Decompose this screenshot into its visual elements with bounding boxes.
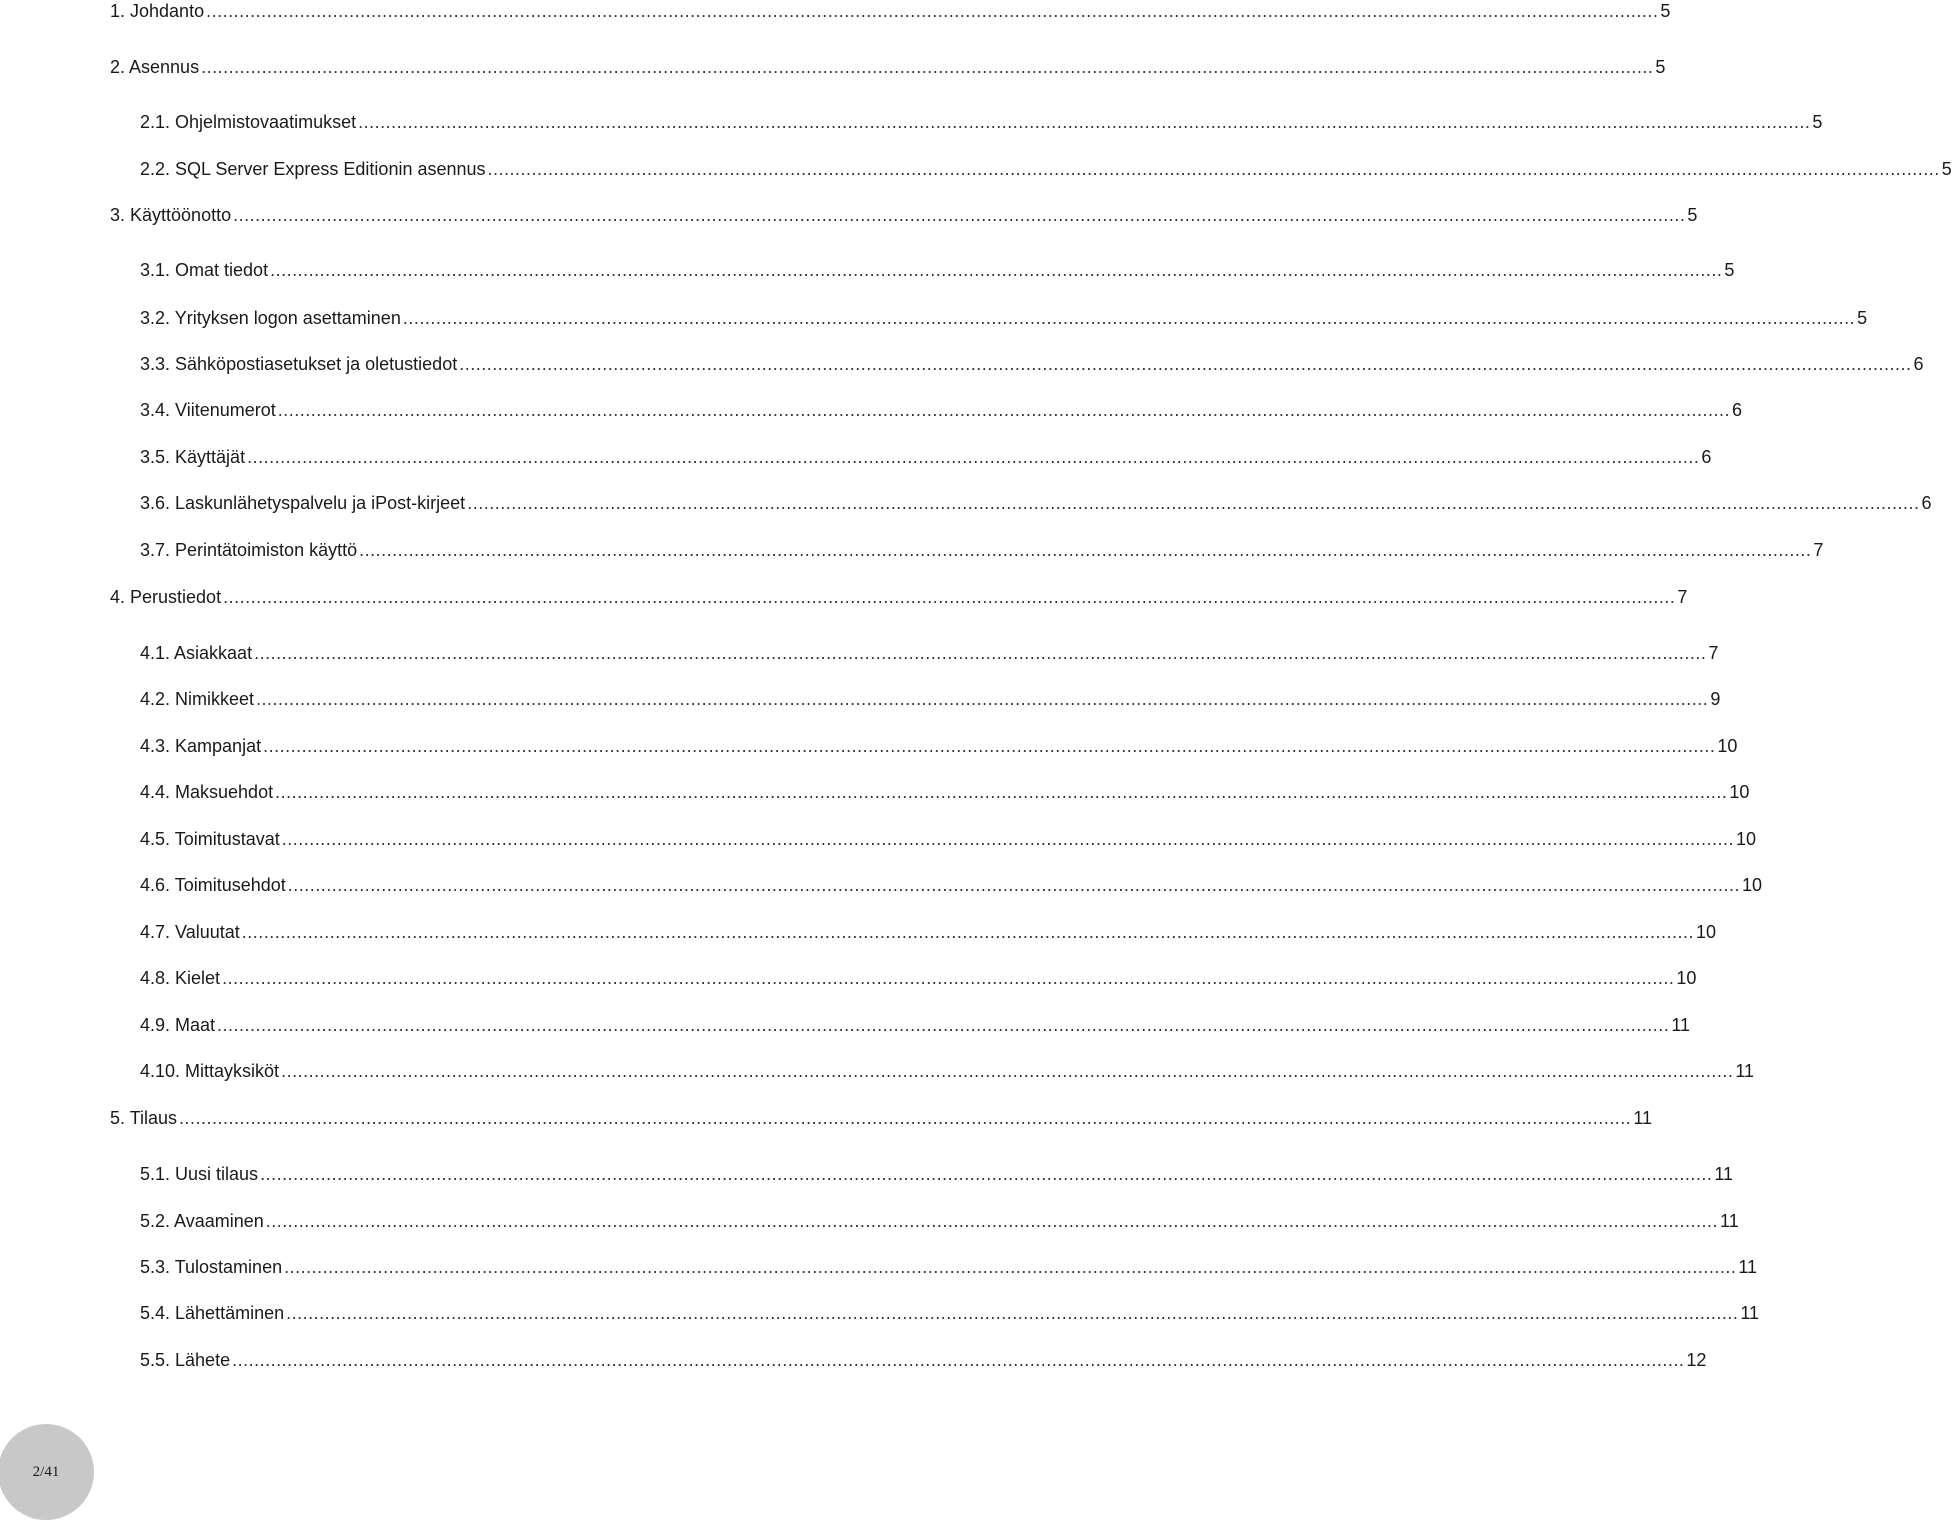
toc-entry[interactable] [140,1302,1760,1324]
toc-entry[interactable] [140,1060,1755,1082]
toc-leader-dots [263,735,1715,757]
toc-leader-dots [217,1014,1669,1036]
toc-entry-page: 10 [1729,782,1750,802]
toc-entry-label: 3.3. Sähköpostiasetukset ja oletustiedot [140,354,458,374]
toc-entry-label: 4.4. Maksuehdot [140,782,274,802]
page-indicator-text: 2/41 [32,1463,60,1480]
toc-entry[interactable] [140,111,1823,133]
toc-entry-page: 5 [1812,112,1823,132]
toc-entry-page: 5 [1941,159,1952,179]
toc-entry[interactable] [110,56,1666,78]
toc-entry[interactable] [140,492,1932,514]
toc-leader-dots [260,1163,1712,1185]
toc-entry-label: 3.4. Viitenumerot [140,400,276,420]
toc-leader-dots [403,307,1855,329]
toc-entry-label: 1. Johdanto [110,1,205,21]
toc-entry-label: 4.5. Toimitustavat [140,829,280,849]
toc-entry[interactable] [140,828,1757,850]
toc-entry-page: 6 [1701,447,1712,467]
toc-entry[interactable] [140,1163,1734,1185]
toc-entry-label: 5.2. Avaaminen [140,1211,264,1231]
toc-entry[interactable] [140,399,1743,421]
toc-entry-page: 11 [1714,1164,1734,1184]
toc-entry-page: 11 [1720,1211,1739,1231]
toc-entry-label: 4.3. Kampanjat [140,736,262,756]
toc-entry[interactable] [140,1256,1758,1278]
toc-entry-page: 10 [1742,875,1763,895]
toc-entry[interactable] [110,1107,1652,1129]
toc-entry-label: 4.9. Maat [140,1015,216,1035]
toc-entry-page: 10 [1676,968,1697,988]
toc-leader-dots [247,446,1699,468]
toc-leader-dots [270,259,1722,281]
toc-leader-dots [254,642,1706,664]
toc-entry-page: 7 [1813,540,1824,560]
toc-entry-label: 4.7. Valuutat [140,922,240,942]
toc-entry[interactable] [140,781,1750,803]
toc-entry-label: 3.7. Perintätoimiston käyttö [140,540,358,560]
toc-entry-page: 7 [1677,587,1688,607]
toc-leader-dots [284,1256,1736,1278]
toc-entry[interactable] [140,1349,1707,1371]
toc-leader-dots [242,921,1694,943]
toc-entry-page: 6 [1921,493,1932,513]
toc-entry-label: 5.5. Lähete [140,1350,231,1370]
toc-entry-page: 5 [1687,205,1698,225]
toc-leader-dots [206,0,1658,22]
toc-entry-page: 5 [1857,308,1868,328]
toc-entry[interactable] [140,259,1735,281]
toc-entry[interactable] [110,0,1671,22]
toc-entry-page: 7 [1708,643,1719,663]
toc-leader-dots [281,1060,1733,1082]
toc-entry[interactable] [140,446,1712,468]
toc-leader-dots [266,1210,1718,1232]
toc-entry[interactable] [140,1014,1690,1036]
toc-entry-label: 5.4. Lähettäminen [140,1303,285,1323]
toc-leader-dots [256,688,1708,710]
toc-leader-dots [222,967,1674,989]
toc-entry-label: 4.10. Mittayksiköt [140,1061,280,1081]
toc-entry[interactable] [140,967,1697,989]
toc-entry-label: 3.5. Käyttäjät [140,447,246,467]
toc-entry-page: 11 [1671,1015,1690,1035]
toc-entry-label: 2. Asennus [110,57,200,77]
toc-entry-page: 5 [1660,1,1671,21]
toc-leader-dots [179,1107,1631,1129]
toc-leader-dots [286,1302,1738,1324]
toc-entry[interactable] [140,921,1717,943]
toc-leader-dots [232,1349,1684,1371]
toc-entry[interactable] [140,353,1924,375]
toc-leader-dots [282,828,1734,850]
toc-entry-label: 2.2. SQL Server Express Editionin asennus [140,159,486,179]
toc-entry-page: 5 [1724,260,1735,280]
toc-entry-label: 5.1. Uusi tilaus [140,1164,259,1184]
toc-leader-dots [459,353,1911,375]
toc-entry-label: 4. Perustiedot [110,587,222,607]
toc-entry[interactable] [110,586,1688,608]
toc-entry[interactable] [140,642,1719,664]
toc-entry-label: 3.6. Laskunlähetyspalvelu ja iPost-kirjeet [140,493,466,513]
toc-entry-label: 3.1. Omat tiedot [140,260,269,280]
toc-entry-page: 11 [1740,1303,1760,1323]
toc-entry-page: 5 [1655,57,1666,77]
toc-entry-label: 3.2. Yrityksen logon asettaminen [140,308,401,328]
toc-leader-dots [359,539,1811,561]
toc-entry-page: 10 [1696,922,1717,942]
toc-entry-label: 5.3. Tulostaminen [140,1257,283,1277]
toc-entry-page: 6 [1732,400,1743,420]
toc-entry-label: 4.6. Toimitusehdot [140,875,286,895]
toc-entry[interactable] [140,874,1763,896]
toc-entry-label: 5. Tilaus [110,1108,178,1128]
toc-entry-page: 9 [1710,689,1721,709]
toc-entry[interactable] [140,735,1738,757]
toc-entry-page: 11 [1633,1108,1652,1128]
toc-entry[interactable] [140,307,1868,329]
toc-entry[interactable] [140,539,1824,561]
toc-entry-page: 11 [1735,1061,1755,1081]
toc-leader-dots [288,874,1740,896]
toc-leader-dots [278,399,1730,421]
toc-entry[interactable] [140,688,1721,710]
toc-leader-dots [467,492,1919,514]
toc-entry-page: 12 [1686,1350,1707,1370]
toc-entry-page: 10 [1717,736,1738,756]
toc-entry-page: 11 [1738,1257,1758,1277]
toc-leader-dots [201,56,1653,78]
toc-leader-dots [488,158,1940,180]
toc-entry-label: 3. Käyttöönotto [110,205,232,225]
toc-entry-label: 2.1. Ohjelmistovaatimukset [140,112,357,132]
toc-entry[interactable] [140,1210,1739,1232]
toc-entry-label: 4.1. Asiakkaat [140,643,253,663]
toc-entry-page: 6 [1913,354,1924,374]
toc-leader-dots [275,781,1727,803]
toc-leader-dots [223,586,1675,608]
toc-entry-label: 4.2. Nimikkeet [140,689,255,709]
toc-entry[interactable] [110,204,1698,226]
toc-entry-page: 10 [1736,829,1757,849]
toc-entry-label: 4.8. Kielet [140,968,221,988]
toc-entry[interactable] [140,158,1952,180]
toc-leader-dots [233,204,1685,226]
toc-leader-dots [358,111,1810,133]
page-indicator-badge [0,1424,94,1520]
